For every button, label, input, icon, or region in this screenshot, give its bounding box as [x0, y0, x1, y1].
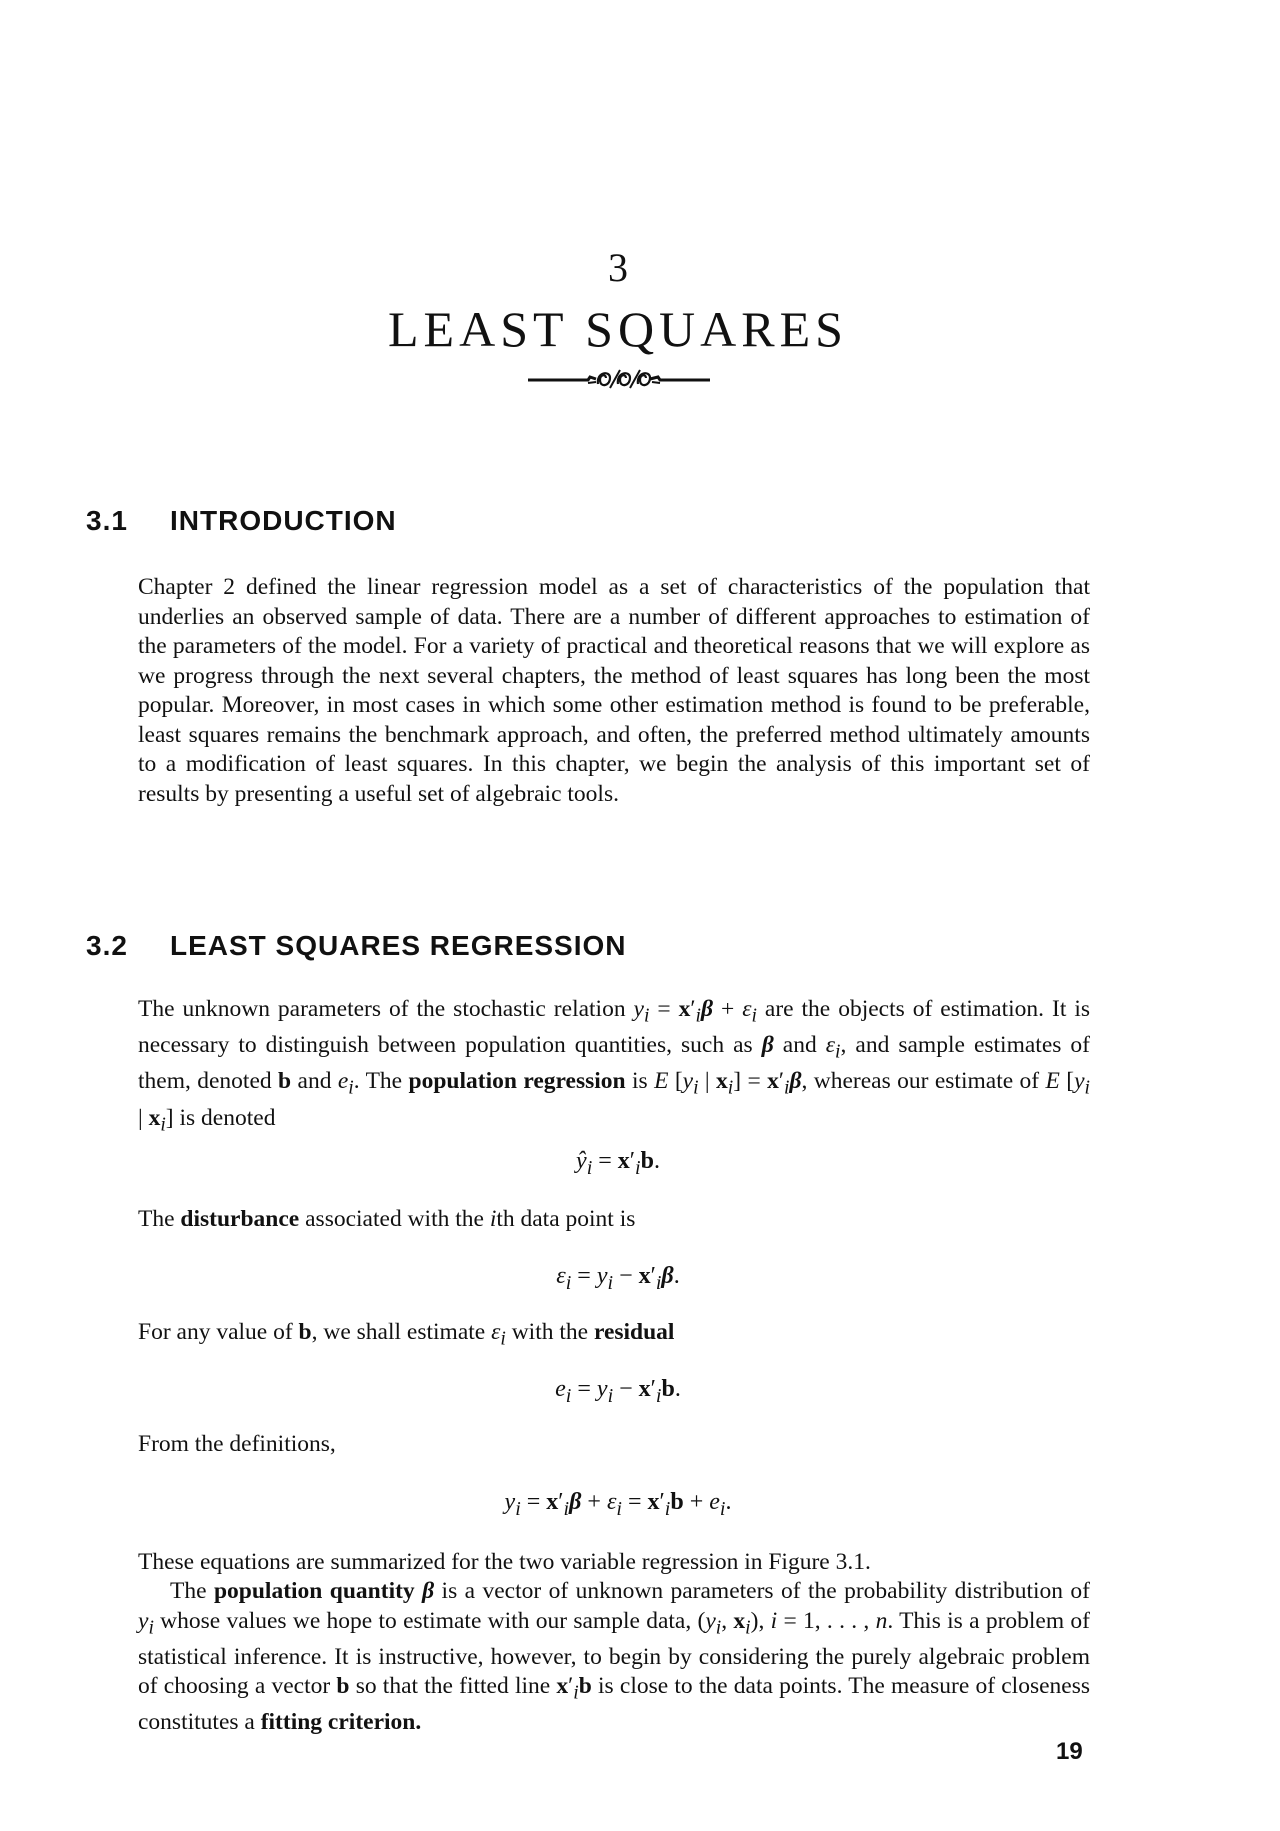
term-population-regression: population regression: [408, 1068, 626, 1095]
paragraph-from-definitions: From the definitions,: [138, 1431, 336, 1457]
paragraph-unknown-parameters: The unknown parameters of the stochastic relation $y_i = x'_i\beta + \varepsilon_i$ are the objects of estimation. It is necessary to distinguish between population quantities, such as β and $\varepsilon_i$, and sample estimates of them, denoted b and $e_i$. The population regression is E [$y_i$ | $x_i] = x'_i\beta$, whereas our estimate of E [$y_i$ | $x_i$] is denoted: [138, 996, 1090, 1136]
paragraph-population-quantity: The population quantity β is a vector of unknown parameters of the probability distribution of $y_i$ whose values we hope to estimate with our sample data, ($y_i$, $x_i$), i = 1, . . . , n. This is a problem of statistical inference. It is instructive, however, to begin by considering the purely algebraic problem of choosing a vector b so that the fitted line $x'_ib$ is close to the data points. The measure of closeness constitutes a fitting criterion.: [138, 1578, 1091, 1736]
section-title: LEAST SQUARES REGRESSION: [170, 930, 627, 961]
section-heading-least-squares-regression: [86, 930, 627, 962]
chapter-title: LEAST SQUARES: [388, 301, 848, 357]
section-number: 3.1: [86, 505, 128, 536]
equation-disturbance: $\varepsilon_i = y_i - x'_i\beta$.: [556, 1263, 680, 1294]
intro-paragraph: Chapter 2 defined the linear regression model as a set of characteristics of the population that underlies an observed sample of data. There are a number of different approaches to estimation of the parameters of the model. For a variety of practical and theoretical reasons that we will explore as we progress through the next several chapters, the method of least squares has long been the most popular. Moreover, in most cases in which some other estimation method is found to be preferable, least squares remains the benchmark approach, and often, the preferred method ultimately amounts to a modification of least squares. In this chapter, we begin the analysis of this important set of results by presenting a useful set of algebraic tools.: [138, 574, 1090, 807]
page-number: 19: [1056, 1738, 1083, 1765]
paragraph-residual: For any value of b, we shall estimate $\varepsilon_i$ with the residual: [138, 1319, 675, 1350]
chapter-number: 3: [608, 245, 628, 290]
section-number: 3.2: [86, 930, 128, 961]
term-population-quantity: population quantity: [213, 1578, 415, 1604]
section-title: INTRODUCTION: [170, 505, 397, 536]
equation-residual: $e_i = y_i - x'_ib$.: [555, 1376, 681, 1407]
ornament-flourish-icon: [526, 364, 712, 394]
term-disturbance: disturbance: [180, 1206, 300, 1232]
term-residual: residual: [593, 1319, 675, 1345]
section-heading-introduction: [86, 505, 397, 537]
paragraph-figure-summary: These equations are summarized for the two variable regression in Figure 3.1.: [138, 1549, 871, 1575]
equation-fitted-value: $ŷ_i = x'_ib$.: [576, 1148, 660, 1179]
paragraph-disturbance: The disturbance associated with the ith data point is: [138, 1206, 636, 1232]
term-fitting-criterion: fitting criterion.: [260, 1709, 422, 1736]
equation-decomposition: $y_i = x'_i\beta + \varepsilon_i = x'_ib + e_i$.: [504, 1489, 732, 1520]
